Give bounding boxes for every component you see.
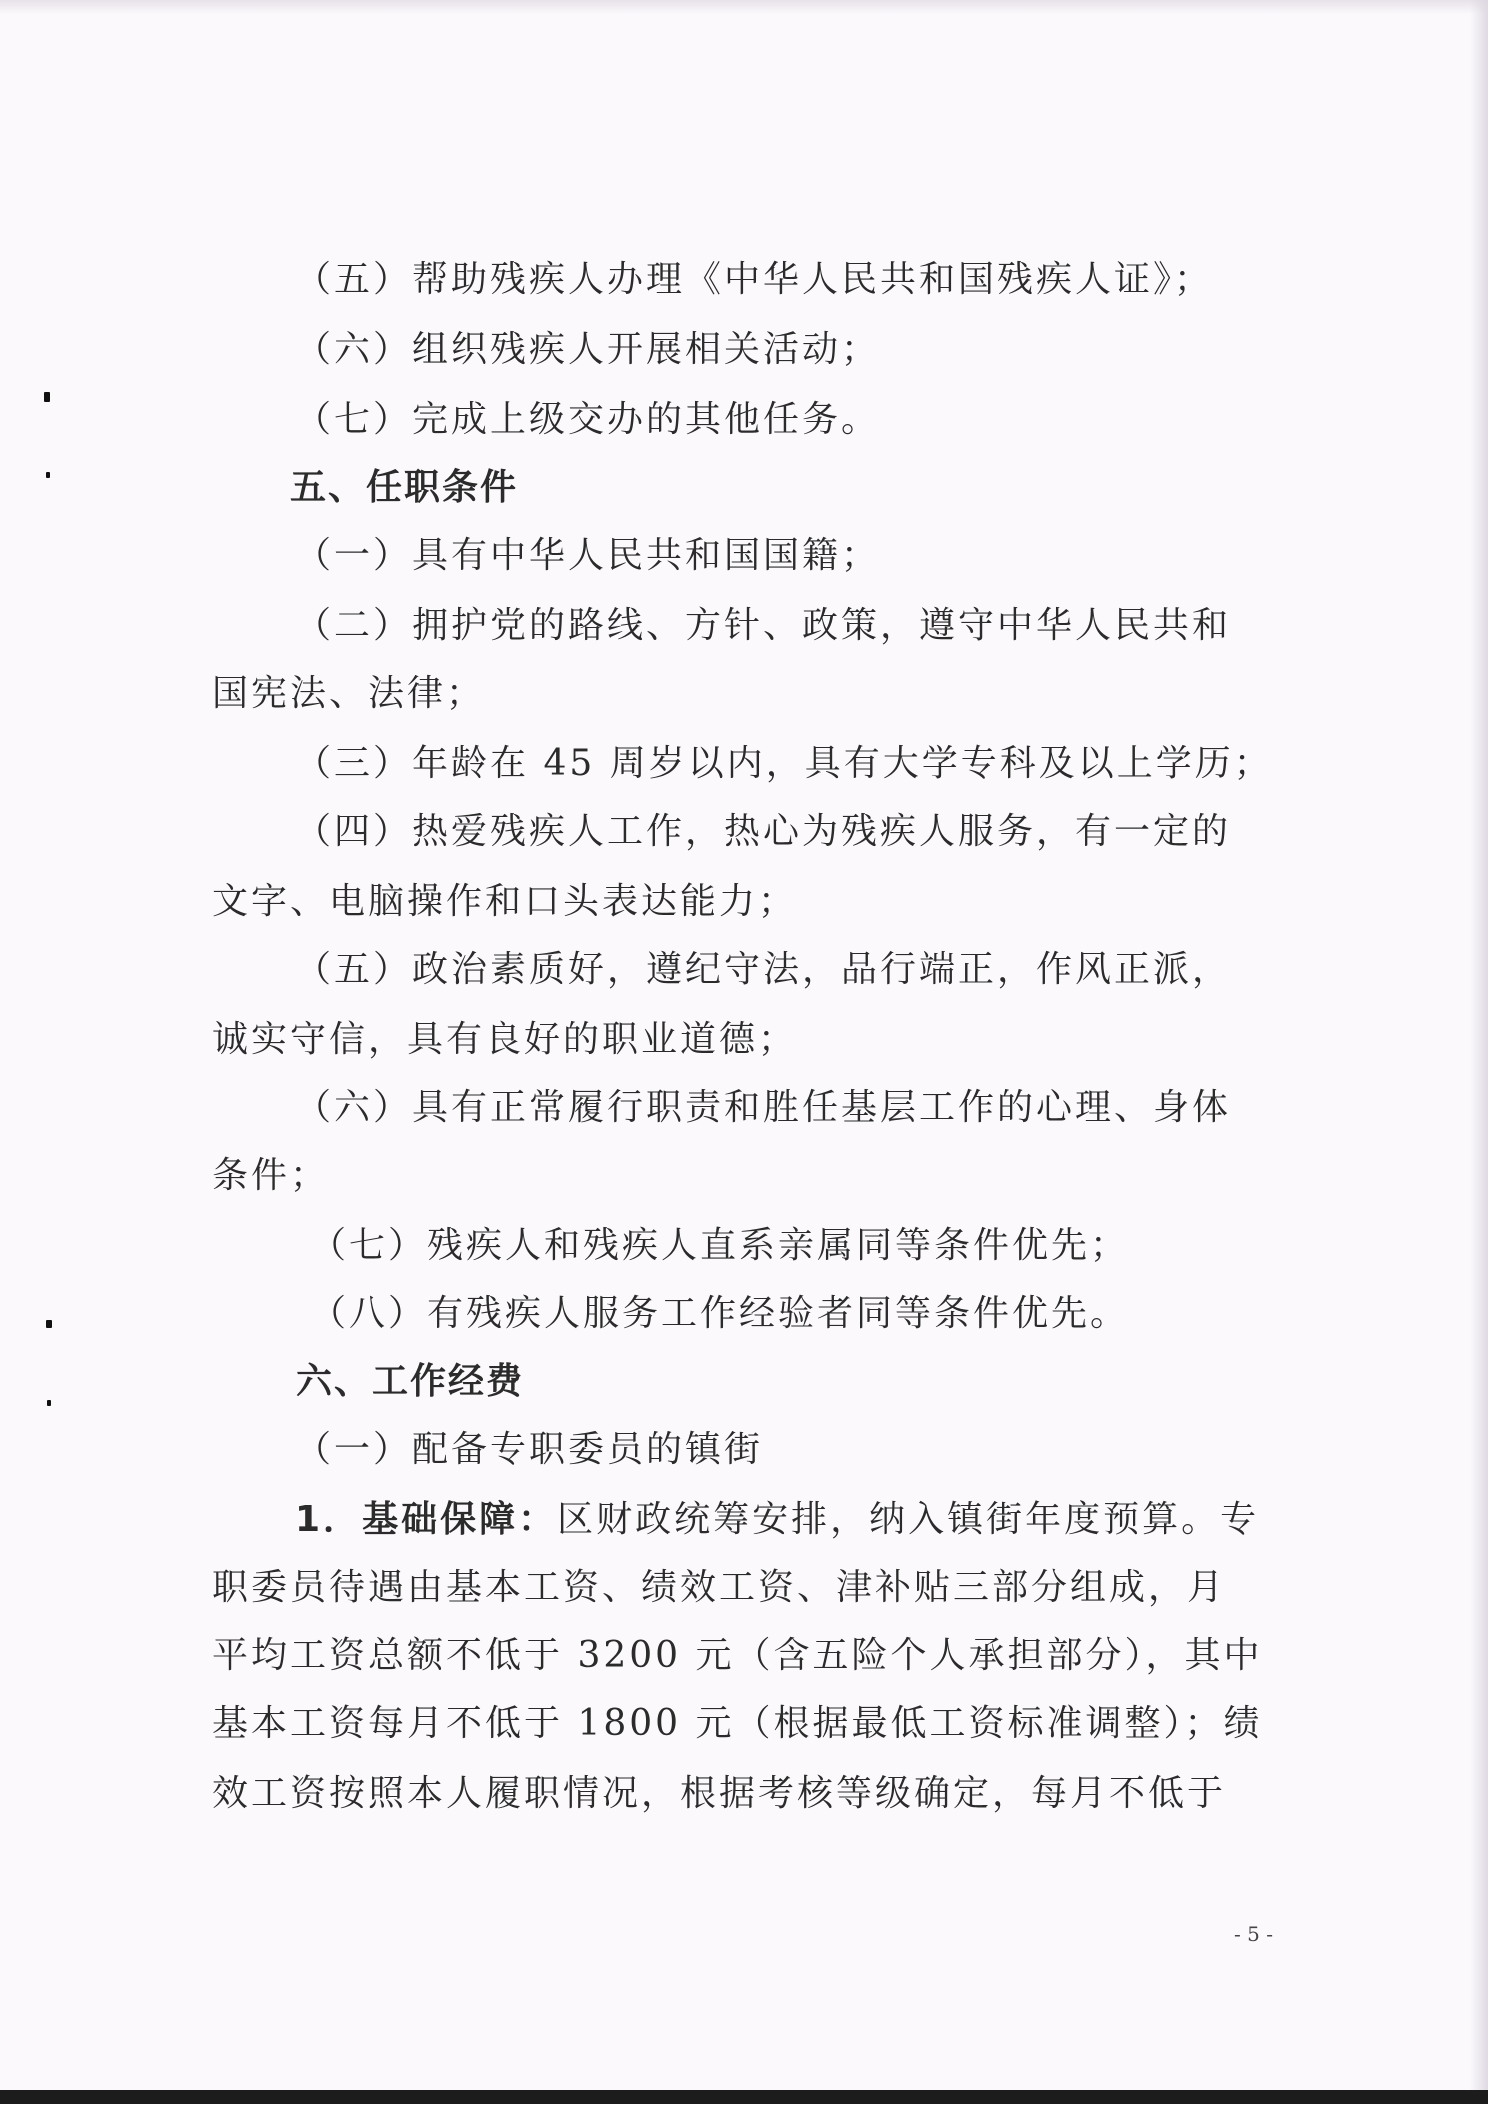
text-line: 效工资按照本人履职情况，根据考核等级确定，每月不低于	[212, 1773, 1227, 1814]
text-line: （一）配备专职委员的镇街	[295, 1429, 764, 1470]
text-line: （四）热爱残疾人工作，热心为残疾人服务，有一定的	[295, 811, 1232, 852]
binding-hole-mark	[46, 472, 50, 478]
text-line: （五）政治素质好，遵纪守法，品行端正，作风正派，	[295, 949, 1232, 990]
text-line: （七）完成上级交办的其他任务。	[295, 399, 881, 440]
text-line: 诚实守信，具有良好的职业道德；	[212, 1019, 798, 1060]
text-line: （七）残疾人和残疾人直系亲属同等条件优先；	[310, 1225, 1130, 1266]
text-line: 基本工资每月不低于 1800 元（根据最低工资标准调整）；绩	[212, 1703, 1263, 1744]
text-line: （一）具有中华人民共和国国籍；	[295, 535, 881, 576]
section-heading: 五、任职条件	[290, 467, 519, 508]
section-heading: 六、工作经费	[296, 1361, 525, 1402]
text-line: （二）拥护党的路线、方针、政策，遵守中华人民共和	[295, 605, 1232, 646]
text-line: 职委员待遇由基本工资、绩效工资、津补贴三部分组成，月	[212, 1567, 1227, 1608]
scan-bottom-edge	[0, 2090, 1488, 2104]
text-line: 平均工资总额不低于 3200 元（含五险个人承担部分），其中	[212, 1635, 1263, 1676]
binding-hole-mark	[44, 392, 50, 402]
item-text: 区财政统筹安排，纳入镇街年度预算。专	[557, 1499, 1260, 1540]
scan-shadow-right	[1470, 0, 1488, 2090]
binding-hole-mark	[47, 1400, 51, 1406]
text-line	[295, 1496, 1259, 1544]
text-line: （八）有残疾人服务工作经验者同等条件优先。	[310, 1293, 1130, 1334]
text-line: （六）组织残疾人开展相关活动；	[295, 329, 881, 370]
text-line: （五）帮助残疾人办理《中华人民共和国残疾人证》；	[295, 259, 1214, 300]
scan-shadow-top	[0, 0, 1488, 14]
page-number: - 5 -	[1234, 1922, 1273, 1946]
text-line: （三）年龄在 45 周岁以内，具有大学专科及以上学历；	[295, 743, 1273, 784]
item-number: 1．	[295, 1499, 363, 1540]
item-lead: 基础保障：	[362, 1499, 558, 1540]
text-line: 文字、电脑操作和口头表达能力；	[212, 881, 798, 922]
text-line: 条件；	[212, 1155, 330, 1196]
binding-hole-mark	[46, 1320, 52, 1328]
text-line: （六）具有正常履行职责和胜任基层工作的心理、身体	[295, 1087, 1232, 1128]
text-line: 国宪法、法律；	[212, 673, 486, 714]
